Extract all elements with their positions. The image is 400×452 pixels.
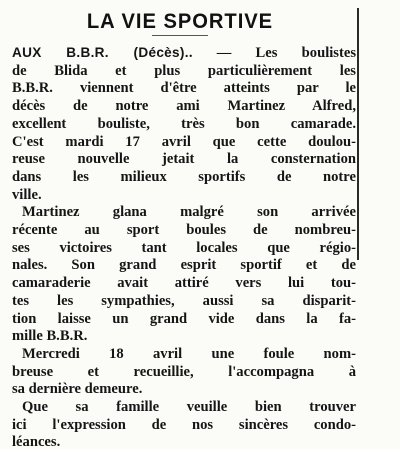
article-line: décès de notre ami Martinez Alfred, bbox=[12, 98, 356, 115]
article-line-text: . — Les boulistes bbox=[188, 45, 356, 61]
article-line: léances. bbox=[12, 434, 61, 451]
article-line: de Blida et plus particulièrement les bbox=[12, 62, 356, 79]
article-line: Mercredi 18 avril une foule nom- bbox=[22, 345, 356, 362]
article-line: récente au sport boules de nombreu- bbox=[12, 222, 356, 239]
article-line: nales. Son grand esprit sportif et de bbox=[12, 257, 356, 274]
article-line: tion laisse un grand vide dans la fa- bbox=[12, 310, 356, 327]
column-rule bbox=[357, 8, 359, 260]
article-line: Martinez glana malgré son arrivée bbox=[22, 204, 356, 221]
article-line: ville. bbox=[12, 186, 42, 203]
article-line: Que sa famille veuille bien trouver bbox=[22, 399, 356, 416]
article-line: mille B.B.R. bbox=[12, 328, 88, 345]
article-body bbox=[12, 44, 356, 452]
article-line: tes les sympathies, aussi sa disparit- bbox=[12, 292, 356, 309]
article-line: breuse et recueillie, l'accompagna à bbox=[12, 363, 356, 380]
article-line: dans les milieux sportifs de notre bbox=[12, 168, 356, 185]
headline: LA VIE SPORTIVE bbox=[86, 10, 274, 33]
article-line: excellent bouliste, très bon camarade. bbox=[12, 115, 356, 132]
article-line bbox=[12, 44, 356, 63]
article-line: ici l'expression de nos sincères condo- bbox=[12, 416, 356, 433]
article-line: C'est mardi 17 avril que cette doulou- bbox=[12, 133, 356, 150]
headline-underline bbox=[152, 35, 208, 36]
article-line: B.B.R. viennent d'être atteints par le bbox=[12, 80, 356, 97]
article-lede: AUX B.B.R. (Décès). bbox=[12, 45, 189, 60]
article-line: reuse nouvelle jetait la consternation bbox=[12, 151, 356, 168]
article-line: camaraderie avait attiré vers lui tou- bbox=[12, 275, 356, 292]
article-line: sa dernière demeure. bbox=[12, 381, 143, 398]
article-line: ses victoires tant locales que régio- bbox=[12, 239, 356, 256]
